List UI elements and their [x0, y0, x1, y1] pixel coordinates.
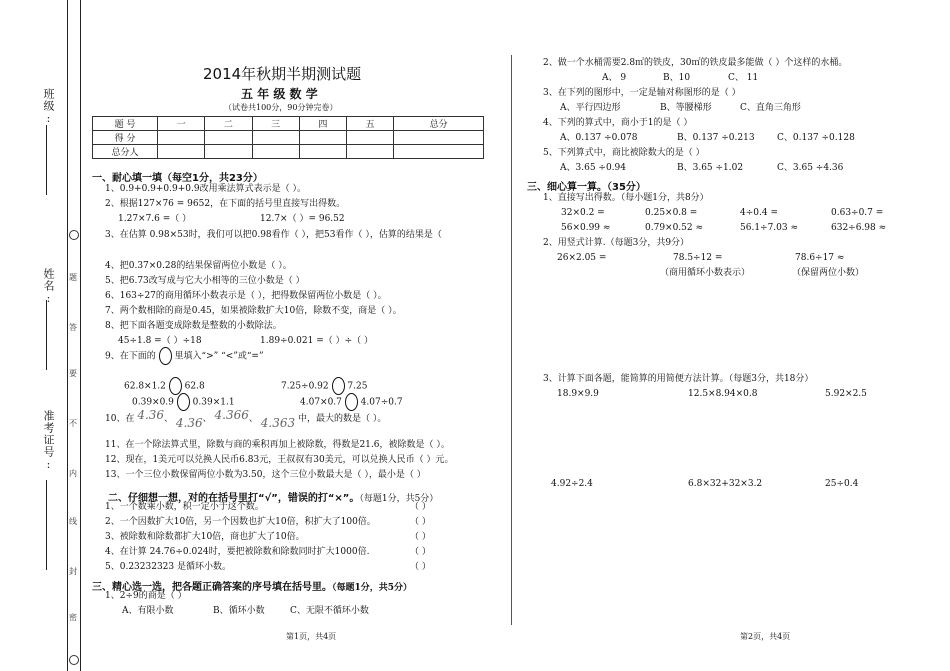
s1-q5: 5、把6.73改写成与它大小相等的三位小数是（ ）	[105, 276, 305, 286]
s3-q5-opt: B、3.65 ÷1.02	[677, 163, 744, 173]
answer-paren[interactable]: （ ）	[410, 562, 431, 572]
s4-p3-item: 4.92÷2.4	[551, 479, 593, 489]
q9d-left: 4.07×0.7	[300, 397, 342, 408]
seal-char: 答	[69, 323, 77, 332]
q10-num: 4.36	[175, 416, 203, 430]
name-underline	[46, 300, 47, 370]
id-underline	[46, 480, 47, 570]
s4-p2-note: （商用循环小数表示）	[660, 268, 751, 278]
s3-q1-opt: A、有限小数	[122, 606, 174, 616]
s3-q3-opt: A、平行四边形	[560, 103, 621, 113]
s4-p3-item: 6.8×32+32×3.2	[688, 479, 763, 489]
s4-p2: 2、用竖式计算.（每题3分，共9分）	[543, 238, 690, 248]
class-label: 班级:	[42, 88, 55, 126]
q9a-left: 62.8×1.2	[124, 381, 166, 392]
s1-q12: 12、现在，1美元可以兑换人民币6.83元，王叔叔有30美元，可以兑换人民币（ ）元。	[105, 455, 454, 465]
score-header-cell: 题 号	[93, 117, 158, 131]
answer-paren[interactable]: （ ）	[410, 547, 431, 557]
q9c-left: 0.39×0.9	[132, 397, 174, 408]
score-cell[interactable]	[347, 145, 394, 159]
seal-char: 要	[69, 369, 77, 378]
s1-q9-post: 里填入“>” “<”或“=”	[174, 351, 264, 362]
score-cell[interactable]	[394, 145, 484, 159]
s1-q6: 6、163÷27的商用循环小数表示是（ ），把得数保留两位小数是（ ）。	[105, 291, 387, 301]
s3-q4-opt: A、0.137 ÷0.078	[560, 133, 638, 143]
q10-num: 4.363	[260, 416, 296, 430]
section-3-note: （每题1分，共5分）	[332, 583, 413, 593]
s3-q4-opt: C、0.137 ÷0.128	[777, 133, 855, 143]
s4-p3-item: 18.9×9.9	[557, 389, 599, 399]
id-label: 准考证号:	[42, 410, 55, 472]
s3-q3: 3、在下列的图形中，一定是轴对称图形的是（ ）	[543, 88, 741, 98]
seal-char: 线	[69, 517, 77, 526]
q10-post: 中，最大的数是（ ）。	[297, 414, 387, 424]
seal-circle-top	[69, 230, 79, 240]
q9b-left: 7.25÷0.92	[281, 381, 329, 392]
seal-char: 密	[69, 613, 77, 622]
answer-paren[interactable]: （ ）	[410, 502, 431, 512]
s1-q2: 2、根据127×76 = 9652，在下面的括号里直接写出得数。	[105, 199, 346, 209]
score-cell[interactable]	[158, 131, 205, 145]
binding-inner-line	[80, 0, 81, 671]
s3-q1-opt: C、无限不循环小数	[290, 606, 369, 616]
score-header-cell: 总分	[394, 117, 484, 131]
score-cell[interactable]	[252, 131, 299, 145]
s1-q9	[105, 347, 264, 365]
exam-subtitle: 五 年 级 数 学	[241, 87, 318, 101]
s1-q9d	[300, 393, 403, 411]
s4-p1-item: 0.25×0.8 =	[645, 208, 698, 218]
score-header-cell: 五	[347, 117, 394, 131]
s1-q3: 3、在估算 0.98×53时，我们可以把0.98看作（ ），把53看作（ ），估算的结果是（	[105, 230, 442, 240]
s4-p2-item: 78.5÷12 =	[673, 253, 723, 263]
answer-paren[interactable]: （ ）	[410, 517, 431, 527]
s2-item: 1、一个数乘小数，积一定小于这个数。	[105, 502, 264, 512]
seal-circle-bottom	[69, 655, 79, 665]
s1-q2b: 12.7×（ ）= 96.52	[260, 214, 345, 224]
page-divider	[511, 55, 512, 625]
score-header-cell: 四	[299, 117, 346, 131]
s2-item: 3、被除数和除数都扩大10倍，商也扩大了10倍。	[105, 532, 305, 542]
s1-q8b: 1.89÷0.021 =（ ）÷（ ）	[260, 336, 374, 346]
page-number: 第1页，共4页	[286, 632, 337, 641]
s3-q3-opt: C、直角三角形	[740, 103, 801, 113]
q9d-right: 4.07÷0.7	[360, 397, 403, 408]
s4-p1-item: 56×0.99 ≈	[561, 223, 611, 233]
compare-blank[interactable]	[177, 393, 190, 411]
score-cell[interactable]	[299, 131, 346, 145]
q9b-right: 7.25	[347, 381, 368, 392]
score-cell[interactable]	[347, 131, 394, 145]
name-label: 姓名:	[42, 268, 55, 306]
score-table	[92, 116, 484, 159]
score-cell[interactable]	[205, 131, 252, 145]
s1-q1: 1、0.9+0.9+0.9+0.9改用乘法算式表示是（ ）。	[105, 184, 306, 194]
score-cell[interactable]	[394, 131, 484, 145]
s1-q9-pre: 9、在下面的	[105, 351, 156, 362]
section-2-note: （每题1分，共5分）	[359, 494, 439, 504]
s4-p1-item: 32×0.2 =	[561, 208, 605, 218]
section-1-heading: 一、耐心填一填（每空1分，共23分）	[92, 173, 263, 184]
s4-p1-item: 4÷0.4 =	[740, 208, 778, 218]
s1-q11: 11、在一个除法算式里，除数与商的乘积再加上被除数，得数是21.6，被除数是（ ）。	[105, 440, 450, 450]
section-3-title: 三、精心选一选，把各题正确答案的序号填在括号里。	[92, 582, 332, 593]
s3-q5: 5、下列算式中，商比被除数大的是（ ）	[543, 148, 705, 158]
s1-q7: 7、两个数相除的商是0.45，如果被除数扩大10倍，除数不变，商是（ ）。	[105, 306, 402, 316]
s2-item: 5、0.23232323 是循环小数。	[105, 562, 231, 572]
s3-q5-opt: A、3.65 ÷0.94	[560, 163, 626, 173]
exam-note: （试卷共100分，90分钟完卷）	[224, 103, 338, 112]
s2-item: 2、一个因数扩大10倍，另一个因数也扩大10倍，积扩大了100倍。	[105, 517, 376, 527]
seal-char: 题	[69, 273, 77, 282]
s4-p2-item: 78.6÷17 ≈	[795, 253, 845, 263]
s3-q4: 4、下列的算式中，商小于1的是（ ）	[543, 118, 693, 128]
ellipse-icon	[159, 347, 172, 365]
score-header-cell: 一	[158, 117, 205, 131]
s3-q1: 1、2÷9的商是（ ）	[105, 591, 187, 601]
score-header-cell: 三	[252, 117, 299, 131]
s4-p2-item: 26×2.05 =	[557, 253, 607, 263]
q9c-right: 0.39×1.1	[192, 397, 235, 408]
score-header-cell: 二	[205, 117, 252, 131]
s1-q8a: 45÷1.8 =（ ）÷18	[118, 336, 202, 346]
s4-p1-item: 0.63÷0.7 =	[831, 208, 884, 218]
s4-p1: 1、直接写出得数。（每小题1分，共8分）	[543, 193, 709, 203]
score-cell[interactable]	[205, 145, 252, 159]
section-2-title: 二、仔细想一想，对的在括号里打“√”，错误的打“×”。	[108, 493, 360, 504]
s3-q5-opt: C、3.65 ÷4.36	[777, 163, 844, 173]
s1-q4: 4、把0.37×0.28的结果保留两位小数是（ ）。	[105, 261, 292, 271]
score-cell[interactable]	[252, 145, 299, 159]
class-underline	[46, 125, 47, 195]
answer-paren[interactable]: （ ）	[410, 532, 431, 542]
s3-q4-opt: B、0.137 ÷0.213	[677, 133, 755, 143]
score-cell[interactable]	[299, 145, 346, 159]
s3-q2-opt: A、 9	[602, 73, 627, 83]
q10-num: 4.36	[137, 408, 165, 422]
s3-q1-opt: B、循环小数	[213, 606, 265, 616]
s4-p2-note: （保留两位小数）	[792, 268, 865, 278]
s2-item: 4、在计算 24.76÷0.024时，要把被除数和除数同时扩大1000倍.	[105, 547, 370, 557]
section-4-heading: 三、细心算一算。（35分）	[527, 182, 646, 193]
s3-q3-opt: B、等腰梯形	[660, 103, 712, 113]
score-cell[interactable]	[158, 145, 205, 159]
seal-char: 内	[69, 469, 77, 478]
s3-q2-opt: C、 11	[728, 73, 759, 83]
s1-q2a: 1.27×7.6 =（ ）	[118, 214, 192, 224]
s4-p1-item: 632÷6.98 ≈	[831, 223, 887, 233]
q10-num: 4.366	[214, 408, 249, 422]
exam-title: 2014年秋期半期测试题	[203, 65, 362, 83]
s4-p1-item: 56.1÷7.03 ≈	[740, 223, 799, 233]
s4-p3-item: 25÷0.4	[825, 479, 859, 489]
score-row-label: 总分人	[93, 145, 158, 159]
s4-p1-item: 0.79×0.52 ≈	[645, 223, 704, 233]
score-row-label: 得 分	[93, 131, 158, 145]
s1-q10: 10、在 4.36、 4.36、 4.366、 4.363 中，最大的数是（ ）。	[105, 408, 387, 430]
s4-p3: 3、计算下面各题，能简算的用简便方法计算。（每题3分，共18分）	[543, 374, 814, 384]
q10-pre: 10、在	[105, 414, 135, 424]
s1-q13: 13、一个三位小数保留两位小数为3.50，这个三位小数最大是（ ），最小是（ ）	[105, 470, 426, 480]
page-number: 第2页，共4页	[740, 632, 791, 641]
q9a-right: 62.8	[184, 381, 205, 392]
compare-blank[interactable]	[345, 393, 358, 411]
s4-p3-item: 12.5×8.94×0.8	[688, 389, 758, 399]
seal-char: 封	[69, 567, 77, 576]
seal-char: 不	[69, 419, 77, 428]
s3-q2: 2、做一个水桶需要2.8㎡的铁皮，30㎡的铁皮最多能做（ ）个这样的水桶。	[543, 58, 848, 68]
s4-p3-item: 5.92×2.5	[825, 389, 867, 399]
s3-q2-opt: B、10	[663, 73, 691, 83]
s1-q8: 8、把下面各题变成除数是整数的小数除法。	[105, 321, 282, 331]
